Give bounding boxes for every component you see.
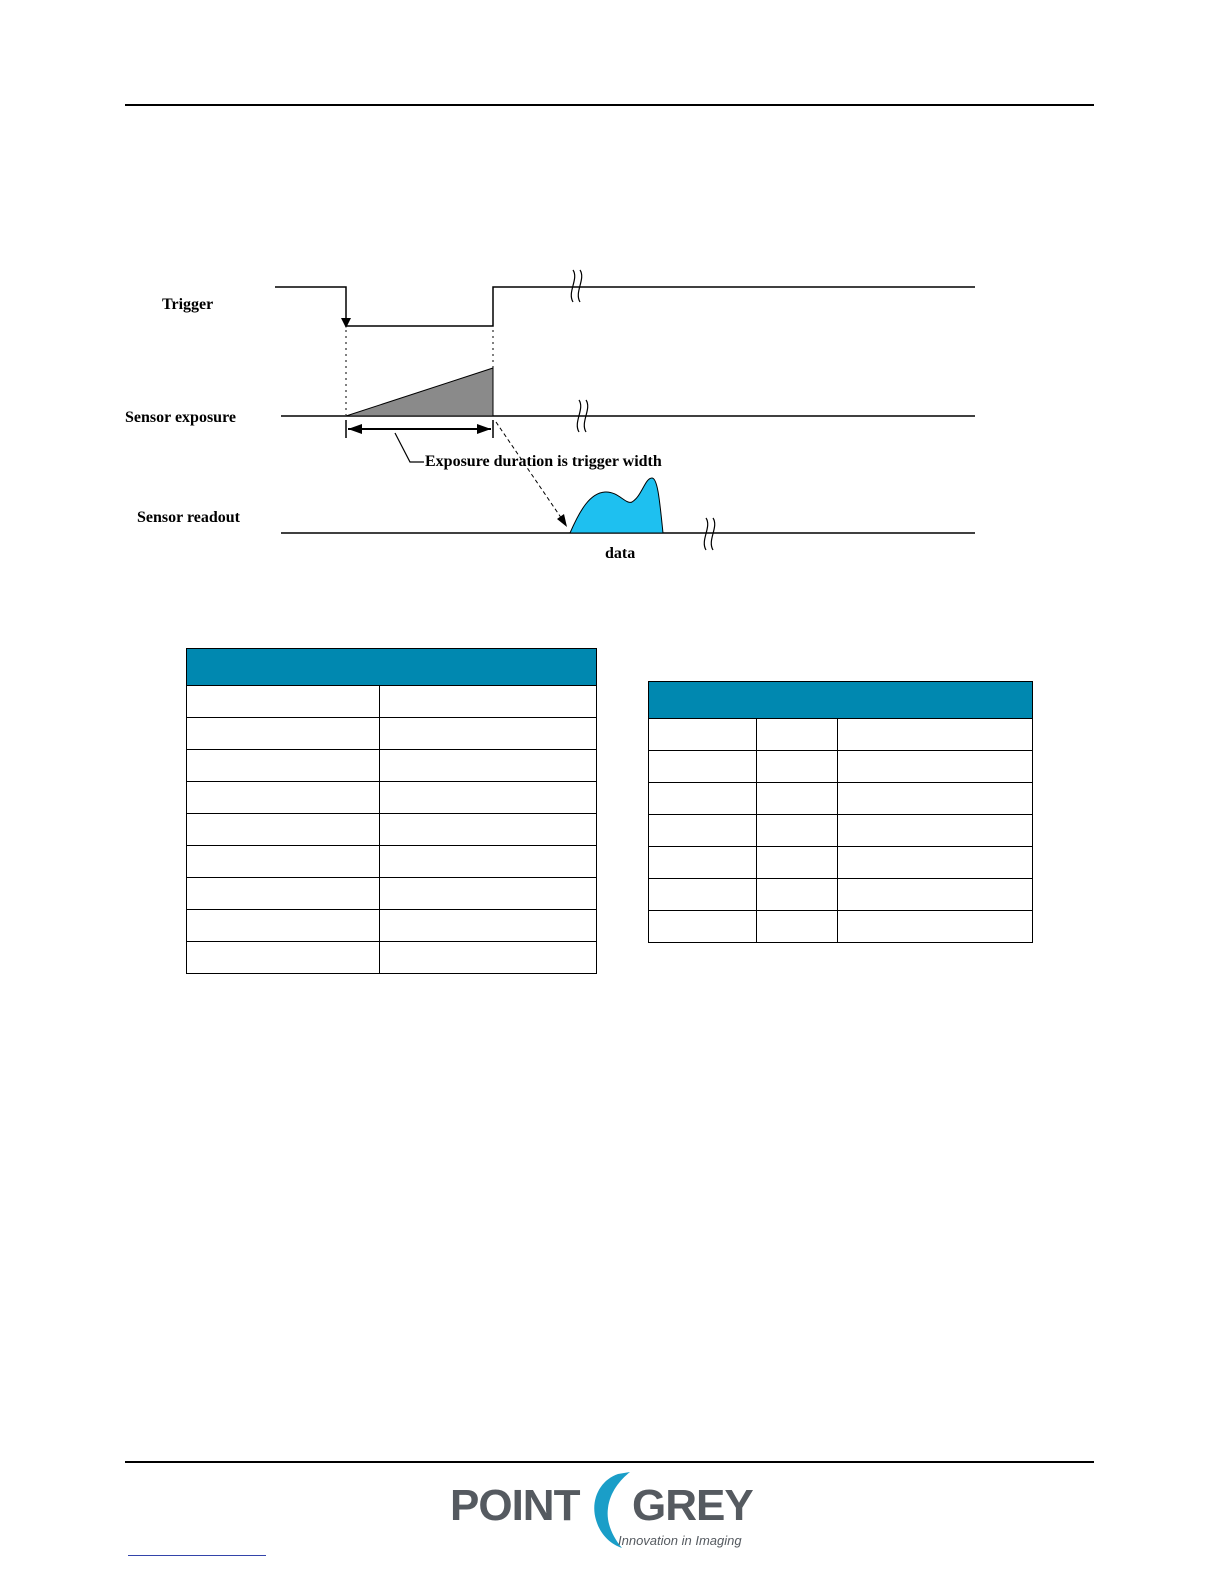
svg-text:POINT: POINT	[450, 1481, 580, 1530]
right-table-header	[649, 682, 1033, 719]
data-label: data	[605, 545, 636, 562]
table-row	[649, 815, 1033, 847]
exposure-ramp	[346, 368, 493, 416]
readout-transfer-arrow	[496, 422, 564, 522]
table-row	[187, 750, 597, 782]
sensor-exposure-label: Sensor exposure	[125, 409, 236, 426]
footer-rule	[125, 1461, 1094, 1463]
table-row	[187, 910, 597, 942]
svg-text:GREY: GREY	[632, 1481, 753, 1530]
table-row	[649, 751, 1033, 783]
readout-break-mark	[704, 518, 714, 550]
trigger-timing-diagram	[0, 0, 1224, 600]
readout-data-pulse	[570, 478, 663, 533]
footer-link-underline[interactable]	[128, 1555, 266, 1556]
table-row	[187, 686, 597, 718]
trigger-signal-line	[275, 287, 975, 326]
table-row	[187, 942, 597, 974]
table-row	[187, 814, 597, 846]
callout-leader	[395, 433, 424, 462]
right-table	[648, 681, 1033, 943]
table-row	[649, 719, 1033, 751]
trigger-break-mark	[571, 270, 581, 302]
table-row	[187, 846, 597, 878]
table-row	[187, 782, 597, 814]
exposure-duration-label: Exposure duration is trigger width	[425, 453, 662, 470]
table-row	[649, 847, 1033, 879]
table-row	[649, 783, 1033, 815]
table-row	[187, 878, 597, 910]
point-grey-logo	[450, 1466, 770, 1550]
table-row	[649, 879, 1033, 911]
table-row	[649, 911, 1033, 943]
left-table-header	[187, 649, 597, 686]
trigger-label: Trigger	[162, 296, 214, 313]
left-table	[186, 648, 597, 974]
svg-text:Innovation in Imaging: Innovation in Imaging	[618, 1533, 742, 1548]
table-row	[187, 718, 597, 750]
sensor-readout-label: Sensor readout	[137, 509, 240, 526]
